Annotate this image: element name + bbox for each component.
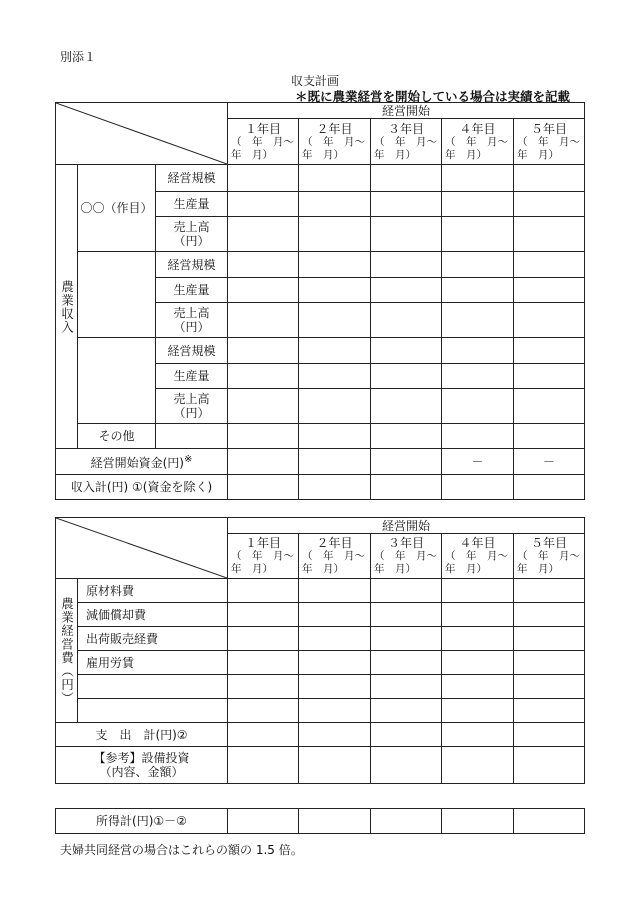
input-cell[interactable] [299, 278, 371, 303]
page-title: 収支計画 [290, 74, 339, 88]
input-cell[interactable] [371, 747, 442, 784]
input-cell[interactable] [371, 424, 442, 449]
input-cell[interactable] [299, 475, 371, 500]
year-header: ２年目 （ 年 月～ 年 月） [299, 534, 371, 579]
year-header: ３年目 （ 年 月～ 年 月） [371, 119, 442, 165]
input-cell[interactable] [371, 475, 442, 500]
input-cell[interactable] [371, 303, 442, 338]
income-table [55, 102, 585, 500]
crop-label: 〇〇（作目） [78, 165, 156, 252]
input-cell[interactable] [299, 579, 371, 603]
input-cell[interactable] [442, 217, 514, 252]
input-cell[interactable] [299, 651, 371, 675]
group-header: 経営開始 [228, 103, 585, 119]
input-cell[interactable] [442, 338, 514, 364]
input-cell[interactable] [442, 364, 514, 389]
input-cell[interactable] [228, 278, 299, 303]
input-cell[interactable] [514, 303, 585, 338]
input-cell[interactable] [299, 338, 371, 364]
row-label-output: 生産量 [156, 192, 228, 217]
input-cell[interactable] [514, 389, 585, 424]
row-label-sales: 売上高 （円） [156, 303, 228, 338]
input-cell[interactable] [228, 338, 299, 364]
input-cell[interactable] [299, 809, 371, 834]
net-income-label: 所得計(円)①－② [56, 809, 228, 834]
expense-total-label: 支 出 計(円)② [56, 723, 228, 747]
crop-label-blank[interactable] [78, 338, 156, 424]
input-cell[interactable] [514, 723, 585, 747]
input-cell[interactable] [514, 809, 585, 834]
input-cell[interactable] [228, 303, 299, 338]
input-cell[interactable] [514, 579, 585, 603]
year-header: １年目 （ 年 月～ 年 月） [228, 534, 299, 579]
row-label-scale: 経営規模 [156, 165, 228, 192]
input-cell[interactable] [442, 579, 514, 603]
input-cell[interactable] [514, 424, 585, 449]
input-cell[interactable] [371, 389, 442, 424]
capex-reference-label: 【参考】設備投資 （内容、金額） [56, 747, 228, 784]
year-header: ５年目 （ 年 月～ 年 月） [514, 534, 585, 579]
input-cell[interactable] [299, 675, 371, 699]
attachment-label: 別添１ [60, 50, 97, 64]
input-cell[interactable] [514, 603, 585, 627]
input-cell[interactable] [442, 252, 514, 278]
input-cell[interactable] [371, 192, 442, 217]
dash-cell: － [514, 449, 585, 475]
input-cell[interactable] [514, 747, 585, 784]
crop-label-blank[interactable] [78, 252, 156, 338]
year-header: ３年目 （ 年 月～ 年 月） [371, 534, 442, 579]
input-cell[interactable] [299, 165, 371, 192]
header-note: ＊既に農業経営を開始している場合は実績を記載 [294, 89, 570, 104]
input-cell[interactable] [371, 723, 442, 747]
input-cell[interactable] [442, 192, 514, 217]
input-cell[interactable] [514, 278, 585, 303]
input-cell[interactable] [514, 192, 585, 217]
input-cell[interactable] [442, 278, 514, 303]
other-blank[interactable] [156, 424, 228, 449]
input-cell[interactable] [514, 651, 585, 675]
input-cell[interactable] [442, 627, 514, 651]
row-label-scale: 経営規模 [156, 252, 228, 278]
input-cell[interactable] [299, 627, 371, 651]
input-cell[interactable] [371, 651, 442, 675]
year-header: １年目 （ 年 月～ 年 月） [228, 119, 299, 165]
income-section-label: 農業収入 [56, 165, 78, 449]
input-cell[interactable] [371, 338, 442, 364]
expense-section-label: 農業経営費（円） [56, 579, 78, 723]
input-cell[interactable] [228, 192, 299, 217]
input-cell[interactable] [228, 389, 299, 424]
input-cell[interactable] [299, 424, 371, 449]
expense-table [55, 517, 585, 784]
input-cell[interactable] [514, 627, 585, 651]
input-cell[interactable] [228, 364, 299, 389]
input-cell[interactable] [228, 675, 299, 699]
input-cell[interactable] [299, 217, 371, 252]
footer-note: 夫婦共同経営の場合はこれらの額の 1.5 倍。 [60, 843, 303, 857]
input-cell[interactable] [442, 675, 514, 699]
group-header: 経営開始 [228, 518, 585, 534]
input-cell[interactable] [299, 389, 371, 424]
dash-cell: － [442, 449, 514, 475]
input-cell[interactable] [442, 603, 514, 627]
input-cell[interactable] [442, 699, 514, 723]
input-cell[interactable] [371, 809, 442, 834]
input-cell[interactable] [299, 449, 371, 475]
input-cell[interactable] [228, 809, 299, 834]
input-cell[interactable] [371, 449, 442, 475]
input-cell[interactable] [371, 278, 442, 303]
input-cell[interactable] [442, 475, 514, 500]
input-cell[interactable] [442, 723, 514, 747]
input-cell[interactable] [228, 165, 299, 192]
input-cell[interactable] [371, 364, 442, 389]
input-cell[interactable] [514, 165, 585, 192]
other-label: その他 [78, 424, 156, 449]
input-cell[interactable] [371, 217, 442, 252]
input-cell[interactable] [228, 475, 299, 500]
input-cell[interactable] [442, 747, 514, 784]
input-cell[interactable] [228, 699, 299, 723]
income-total-label: 収入計(円) ①(資金を除く) [56, 475, 228, 500]
input-cell[interactable] [371, 579, 442, 603]
expense-item: 雇用労賃 [78, 651, 228, 675]
header-diagonal-cell [56, 103, 228, 165]
input-cell[interactable] [442, 809, 514, 834]
input-cell[interactable] [514, 675, 585, 699]
net-income-table [55, 808, 585, 834]
input-cell[interactable] [299, 192, 371, 217]
input-cell[interactable] [228, 723, 299, 747]
expense-item-blank[interactable] [78, 699, 228, 723]
input-cell[interactable] [442, 389, 514, 424]
input-cell[interactable] [371, 603, 442, 627]
asterisk-mark: ※ [184, 454, 193, 465]
input-cell[interactable] [371, 675, 442, 699]
year-header: ５年目 （ 年 月～ 年 月） [514, 119, 585, 165]
input-cell[interactable] [442, 651, 514, 675]
input-cell[interactable] [299, 252, 371, 278]
input-cell[interactable] [299, 603, 371, 627]
input-cell[interactable] [228, 449, 299, 475]
row-label-scale: 経営規模 [156, 338, 228, 364]
input-cell[interactable] [371, 252, 442, 278]
input-cell[interactable] [299, 364, 371, 389]
input-cell[interactable] [299, 747, 371, 784]
input-cell[interactable] [299, 699, 371, 723]
input-cell[interactable] [371, 165, 442, 192]
input-cell[interactable] [228, 579, 299, 603]
input-cell[interactable] [228, 217, 299, 252]
input-cell[interactable] [299, 303, 371, 338]
row-label-sales: 売上高 （円） [156, 389, 228, 424]
input-cell[interactable] [442, 165, 514, 192]
input-cell[interactable] [514, 338, 585, 364]
input-cell[interactable] [514, 217, 585, 252]
input-cell[interactable] [514, 364, 585, 389]
input-cell[interactable] [299, 723, 371, 747]
input-cell[interactable] [442, 424, 514, 449]
expense-item: 出荷販売経費 [78, 627, 228, 651]
input-cell[interactable] [228, 747, 299, 784]
input-cell[interactable] [228, 424, 299, 449]
input-cell[interactable] [371, 699, 442, 723]
input-cell[interactable] [371, 627, 442, 651]
input-cell[interactable] [442, 303, 514, 338]
row-label-output: 生産量 [156, 364, 228, 389]
expense-item-blank[interactable] [78, 675, 228, 699]
input-cell[interactable] [514, 475, 585, 500]
input-cell[interactable] [228, 651, 299, 675]
header-diagonal-cell [56, 518, 228, 579]
start-fund-label: 経営開始資金(円)※ [56, 449, 228, 475]
input-cell[interactable] [228, 252, 299, 278]
input-cell[interactable] [228, 603, 299, 627]
row-label-output: 生産量 [156, 278, 228, 303]
expense-item: 減価償却費 [78, 603, 228, 627]
input-cell[interactable] [514, 699, 585, 723]
year-header: ２年目 （ 年 月～ 年 月） [299, 119, 371, 165]
year-header: ４年目 （ 年 月～ 年 月） [442, 119, 514, 165]
input-cell[interactable] [514, 252, 585, 278]
row-label-sales: 売上高 （円） [156, 217, 228, 252]
expense-item: 原材料費 [78, 579, 228, 603]
year-header: ４年目 （ 年 月～ 年 月） [442, 534, 514, 579]
input-cell[interactable] [228, 627, 299, 651]
